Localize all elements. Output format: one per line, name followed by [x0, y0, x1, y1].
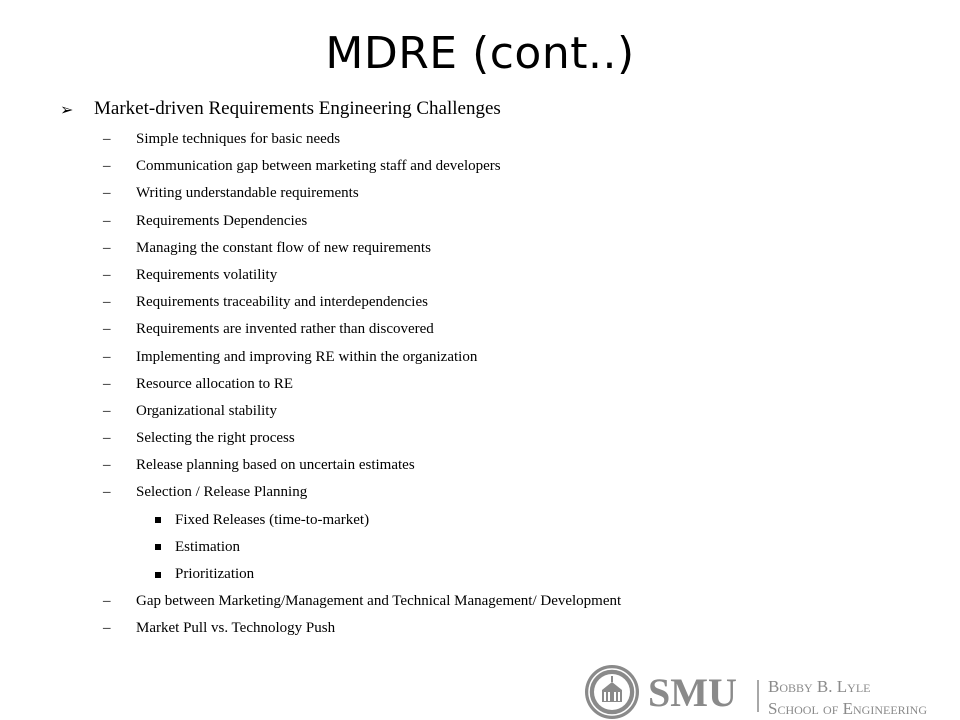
list-item-text: Writing understandable requirements — [136, 185, 359, 202]
challenge-list — [103, 126, 621, 643]
list-item-text: Managing the constant flow of new requirements — [136, 239, 431, 256]
square-bullet-icon — [155, 517, 161, 523]
list-item — [103, 479, 621, 506]
list-item — [103, 398, 621, 425]
list-item-text: Requirements are invented rather than discovered — [136, 321, 434, 338]
nested-list-item — [103, 507, 621, 534]
logo-wordmark: SMU — [648, 670, 737, 715]
list-item — [103, 452, 621, 479]
dash-bullet-icon: – — [103, 131, 111, 147]
list-item — [103, 316, 621, 343]
dash-bullet-icon: – — [103, 321, 111, 338]
list-item — [103, 126, 621, 153]
main-bullet-text: Market-driven Requirements Engineering Challenges — [94, 98, 501, 119]
list-item — [103, 262, 621, 289]
dash-bullet-icon: – — [103, 348, 111, 365]
list-item-text: Organizational stability — [136, 402, 277, 419]
dash-bullet-icon: – — [103, 457, 111, 474]
list-item — [103, 371, 621, 398]
list-item — [103, 180, 621, 207]
list-item-text: Simple techniques for basic needs — [136, 131, 341, 147]
nested-list-item — [103, 534, 621, 561]
list-item-text: Implementing and improving RE within the organization — [136, 348, 478, 365]
list-item — [103, 425, 621, 452]
dash-bullet-icon: – — [103, 212, 111, 229]
arrow-bullet-icon: ➢ — [60, 99, 74, 119]
list-item-text: Requirements volatility — [136, 266, 278, 283]
list-item-text: Requirements Dependencies — [136, 212, 308, 229]
list-item-text: Selection / Release Planning — [136, 484, 308, 501]
nested-list-item-text: Estimation — [175, 538, 240, 555]
square-bullet-icon — [155, 572, 161, 578]
list-item — [103, 588, 621, 615]
dash-bullet-icon: – — [103, 239, 111, 256]
dash-bullet-icon: – — [103, 185, 111, 202]
dash-bullet-icon: – — [103, 484, 111, 501]
main-bullet — [60, 98, 501, 120]
list-item-text: Communication gap between marketing staff and developers — [136, 158, 501, 175]
dash-bullet-icon: – — [103, 430, 111, 447]
nested-list-item-text: Prioritization — [175, 566, 255, 582]
list-item — [103, 289, 621, 316]
dash-bullet-icon: – — [103, 593, 111, 610]
logo-line-2: School of Engineering — [768, 699, 927, 718]
list-item-text: Selecting the right process — [136, 430, 295, 447]
slide-title: MDRE (cont..) — [325, 28, 635, 79]
dash-bullet-icon: – — [103, 402, 111, 419]
dash-bullet-icon: – — [103, 375, 111, 392]
list-item-text: Release planning based on uncertain estimates — [136, 457, 415, 474]
dash-bullet-icon: – — [103, 294, 111, 311]
dash-bullet-icon: – — [103, 266, 111, 283]
dash-bullet-icon: – — [103, 620, 111, 637]
logo-line-1: Bobby B. Lyle — [768, 677, 871, 696]
list-item — [103, 615, 621, 642]
nested-list-item-text: Fixed Releases (time-to-market) — [175, 511, 370, 528]
list-item-text: Market Pull vs. Technology Push — [136, 620, 336, 637]
list-item — [103, 344, 621, 371]
square-bullet-icon — [155, 544, 161, 550]
nested-list-item — [103, 561, 621, 588]
list-item-text: Gap between Marketing/Management and Technical Management/ Development — [136, 593, 622, 610]
list-item-text: Requirements traceability and interdependencies — [136, 294, 428, 311]
dash-bullet-icon: – — [103, 158, 111, 175]
smu-logo — [582, 664, 960, 720]
list-item-text: Resource allocation to RE — [136, 375, 294, 392]
list-item — [103, 235, 621, 262]
list-item — [103, 208, 621, 235]
list-item — [103, 153, 621, 180]
seal-icon — [585, 665, 639, 719]
